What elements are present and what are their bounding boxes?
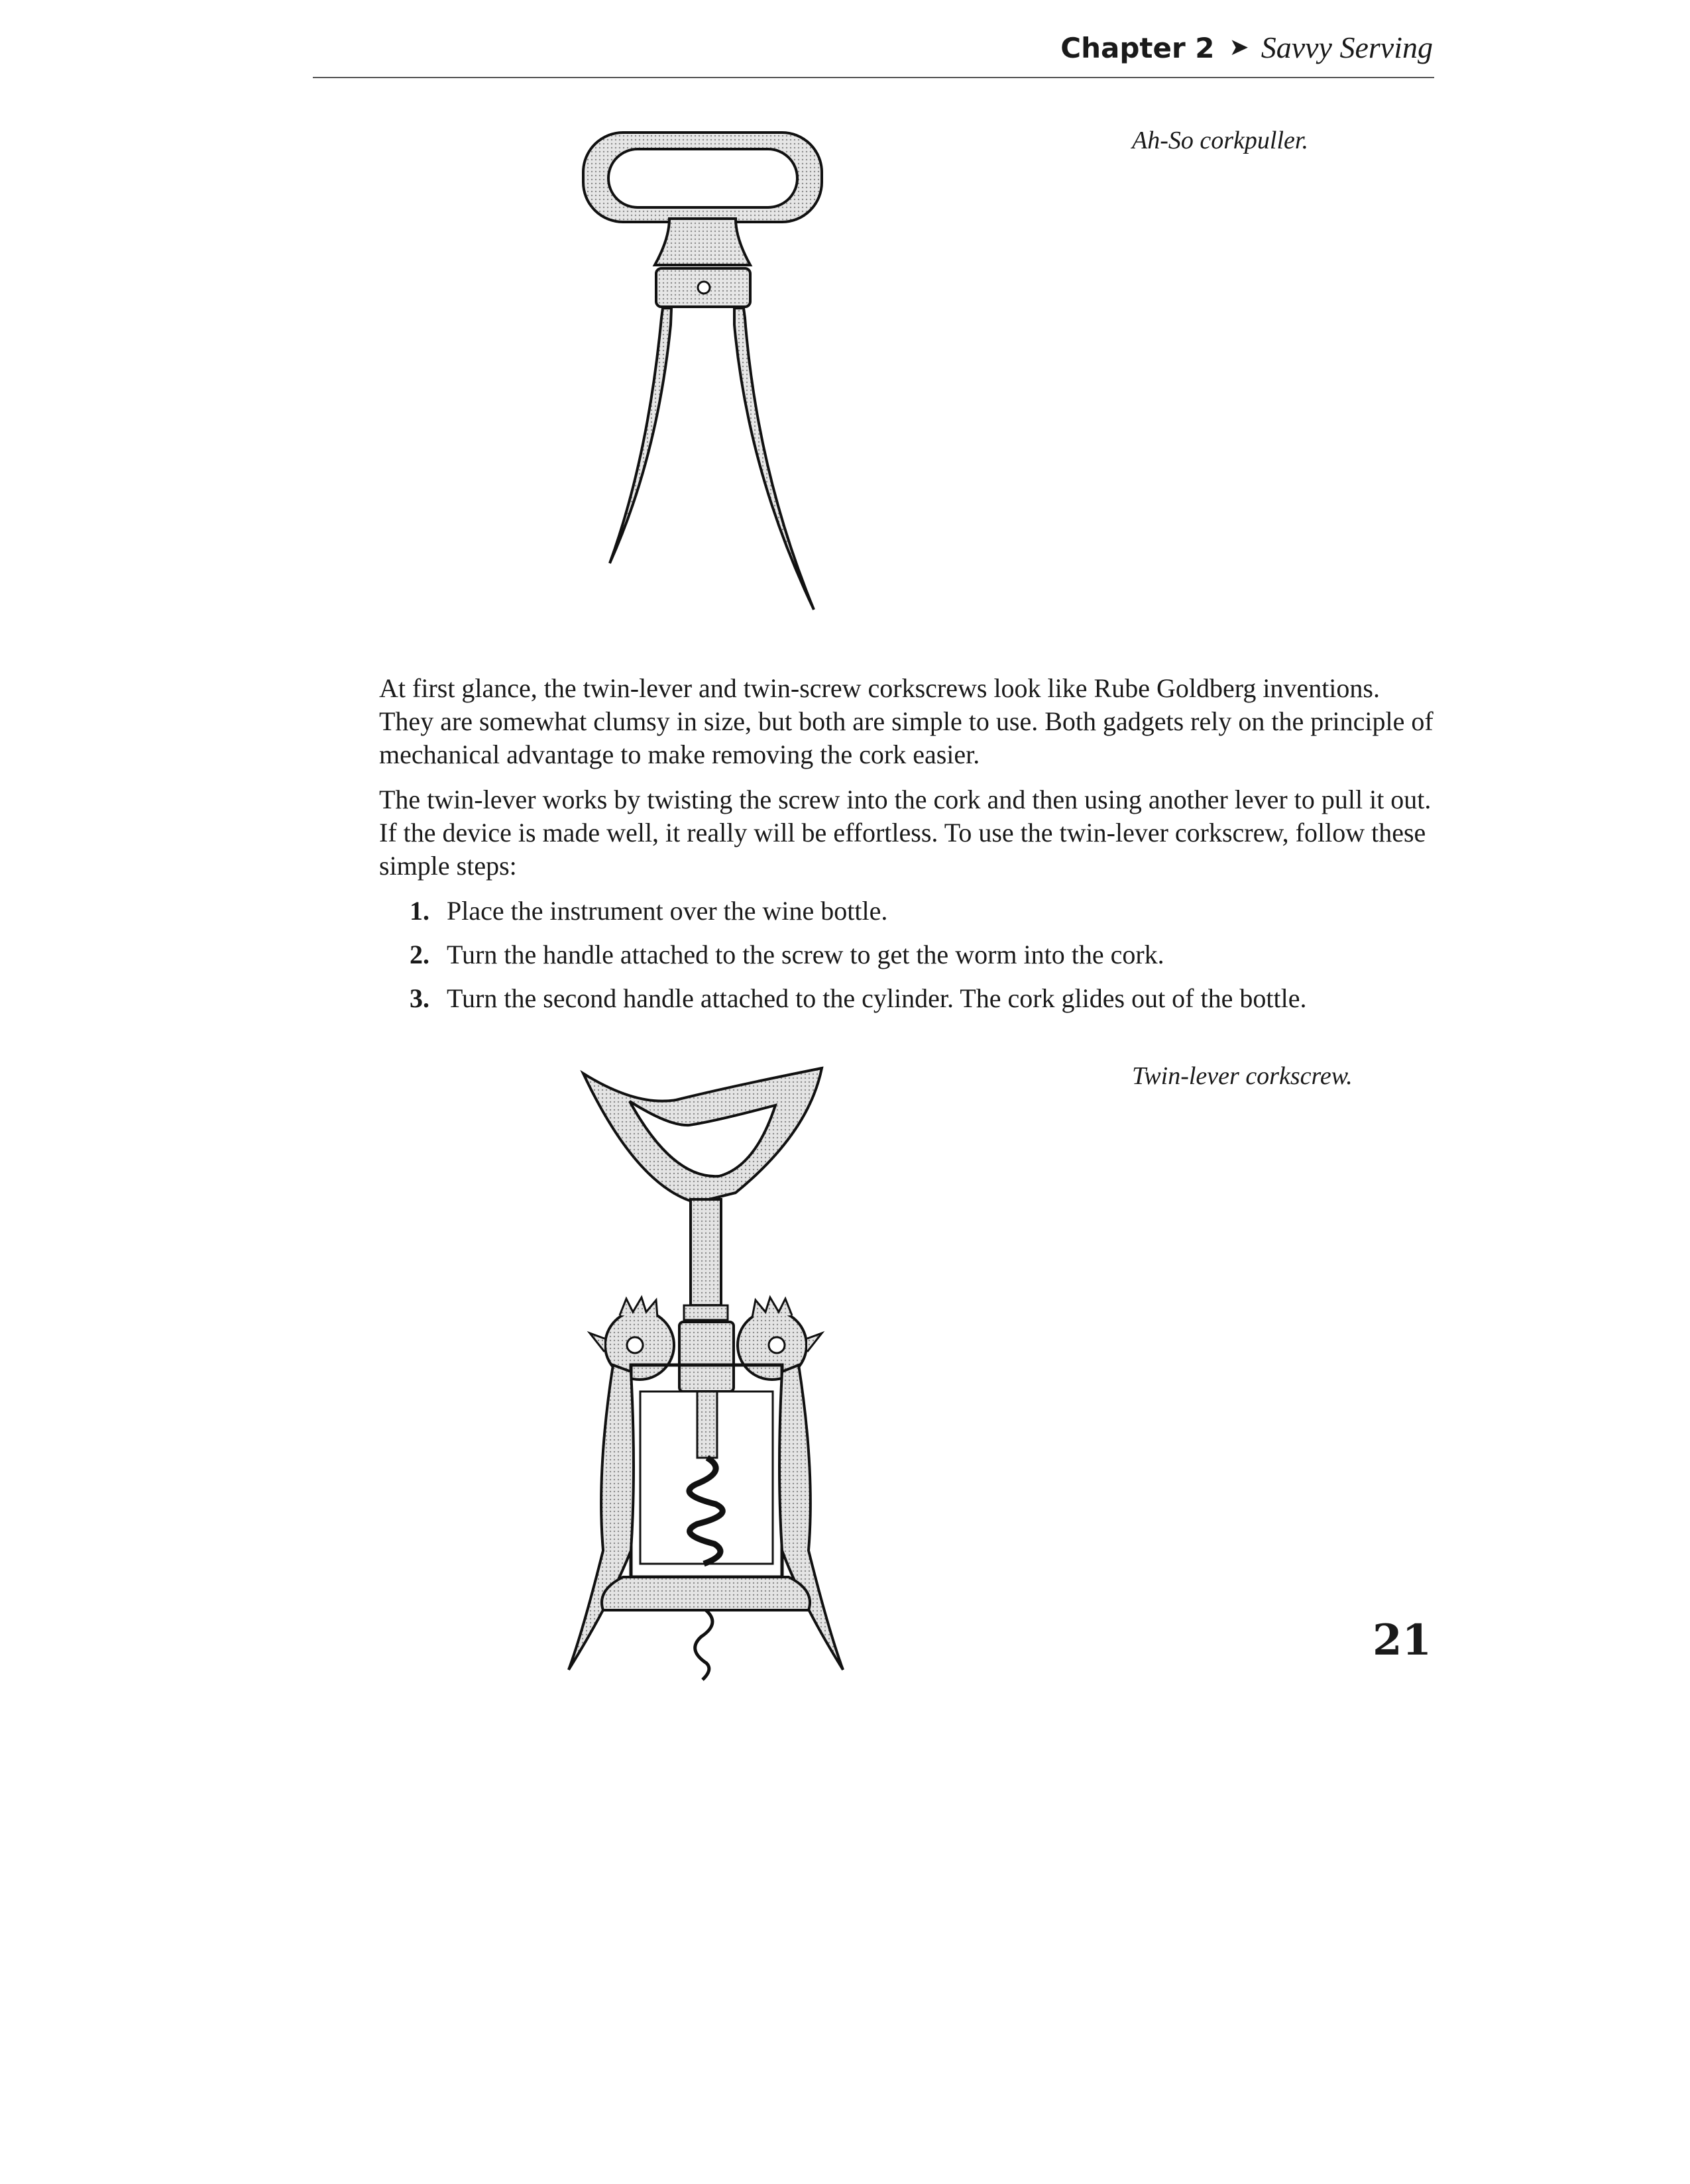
list-item bbox=[379, 982, 1439, 1015]
list-item bbox=[379, 895, 1439, 928]
twin-lever-corkscrew-illustration bbox=[557, 1060, 862, 1683]
figure-caption-twin-lever: Twin-lever corkscrew. bbox=[1132, 1062, 1353, 1090]
figure-caption-ah-so: Ah-So corkpuller. bbox=[1132, 127, 1308, 154]
chapter-label: Chapter 2 bbox=[1060, 32, 1215, 64]
step-text: Turn the second handle attached to the cylinder. The cork glides out of the bottle. bbox=[447, 983, 1307, 1013]
paragraph: The twin-lever works by twisting the screw into the cork and then using another lever to pull it out. If the device is made well, it really will be effortless. To use the twin-lever corkscrew, follow these simple steps: bbox=[379, 785, 1432, 881]
steps-list bbox=[379, 895, 1439, 1015]
arrow-right-icon: ➤ bbox=[1229, 34, 1249, 60]
step-number: 3. bbox=[410, 983, 429, 1013]
section-title: Savvy Serving bbox=[1261, 30, 1433, 64]
page-number: 21 bbox=[1372, 1615, 1432, 1665]
paragraph: At first glance, the twin-lever and twin-screw corkscrews look like Rube Goldberg inventions. They are somewhat clumsy in size, but both are simple to use. Both gadgets rely on the principle of mechanical advantage to make removing the cork easier. bbox=[379, 673, 1434, 769]
step-text: Turn the handle attached to the screw to get the worm into the cork. bbox=[447, 940, 1164, 969]
ah-so-corkpuller-illustration bbox=[570, 126, 835, 629]
step-number: 1. bbox=[410, 896, 429, 926]
step-number: 2. bbox=[410, 940, 429, 969]
list-item bbox=[379, 938, 1439, 971]
step-text: Place the instrument over the wine bottle. bbox=[447, 896, 888, 926]
running-header bbox=[1060, 28, 1433, 70]
body-text bbox=[379, 672, 1439, 1026]
header-rule bbox=[313, 77, 1434, 78]
